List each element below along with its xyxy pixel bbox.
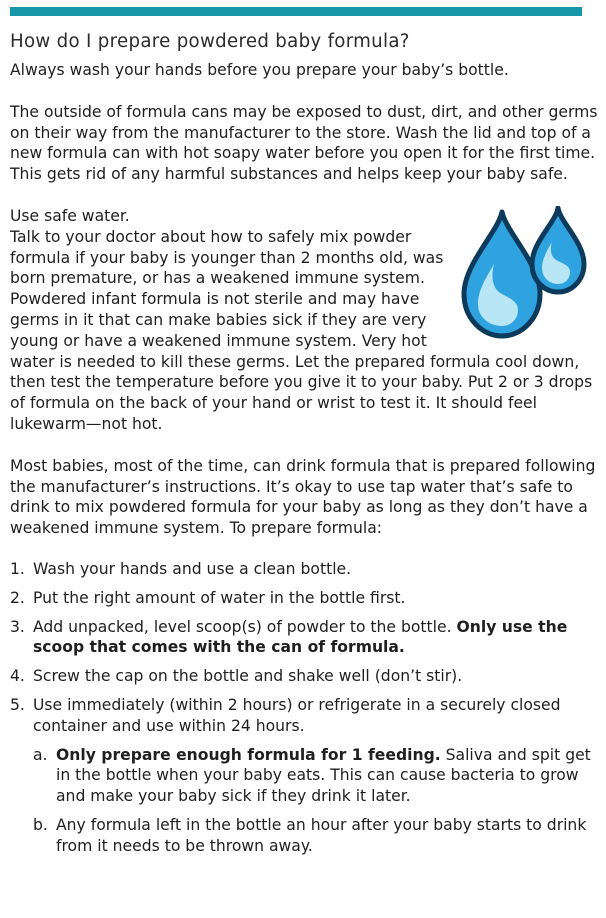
page-title: How do I prepare powdered baby formula? <box>10 31 410 52</box>
document-body <box>10 30 598 865</box>
list-item: b. Any formula left in the bottle an hour after your baby starts to drink from it needs to be thrown away. <box>33 815 587 855</box>
safe-water-body: Talk to your doctor about how to safely mix powder formula if your baby is younger than 2 months old, was born premature, or has a weakened immune system. Powdered infant formula is not sterile and may have germs in it that can make babies sick if they are very young or have a weakened immune system. Very hot water is needed to kill these germs. Let the prepared formula cool down, then test the temperature before you give it to your baby. Put 2 or 3 drops of formula on the back of your hand or wrist to test it. It should feel lukewarm—not hot. <box>10 227 593 433</box>
water-drops-icon <box>452 206 592 342</box>
safe-water-section <box>10 206 598 435</box>
list-item: 4. Screw the cap on the bottle and shake well (don’t stir). <box>10 667 463 686</box>
most-babies-paragraph: Most babies, most of the time, can drink formula that is prepared following the manufacturer’s instructions. It’s okay to use tap water that’s safe to drink to mix powdered formula for your baby as long as they don’t have a weakened immune system. To prepare formula: <box>10 456 596 538</box>
list-item: 2. Put the right amount of water in the bottle first. <box>10 588 406 607</box>
formula-cans-paragraph: The outside of formula cans may be exposed to dust, dirt, and other germs on their way from the manufacturer to the store. Wash the lid and top of a new formula can with hot soapy water before you open it for the first time. This gets rid of any harmful substances and helps keep your baby safe. <box>10 102 598 184</box>
preparation-steps-list <box>10 559 598 857</box>
intro-paragraph: Always wash your hands before you prepare your baby’s bottle. <box>10 61 509 79</box>
list-item: 5. Use immediately (within 2 hours) or refrigerate in a securely closed container and use within 24 hours. a. Only prepare enough formula for 1 feeding. Saliva and spit get in the bottle when your baby eats. This can cause bacteria to grow and make your baby sick if they drink it later. b. Any formula left in the bottle an hour after your baby starts to drink from it needs to be thrown away. <box>10 695 598 857</box>
safe-water-title: Use safe water. <box>10 206 130 225</box>
list-item: 1. Wash your hands and use a clean bottle. <box>10 559 352 578</box>
sub-steps-list <box>33 745 598 857</box>
list-item: 3. Add unpacked, level scoop(s) of powder to the bottle. Only use the scoop that comes with the can of formula. <box>10 617 568 657</box>
accent-bar <box>10 7 582 16</box>
list-item: a. Only prepare enough formula for 1 feeding. Saliva and spit get in the bottle when your baby eats. This can cause bacteria to grow and make your baby sick if they drink it later. <box>33 745 591 806</box>
